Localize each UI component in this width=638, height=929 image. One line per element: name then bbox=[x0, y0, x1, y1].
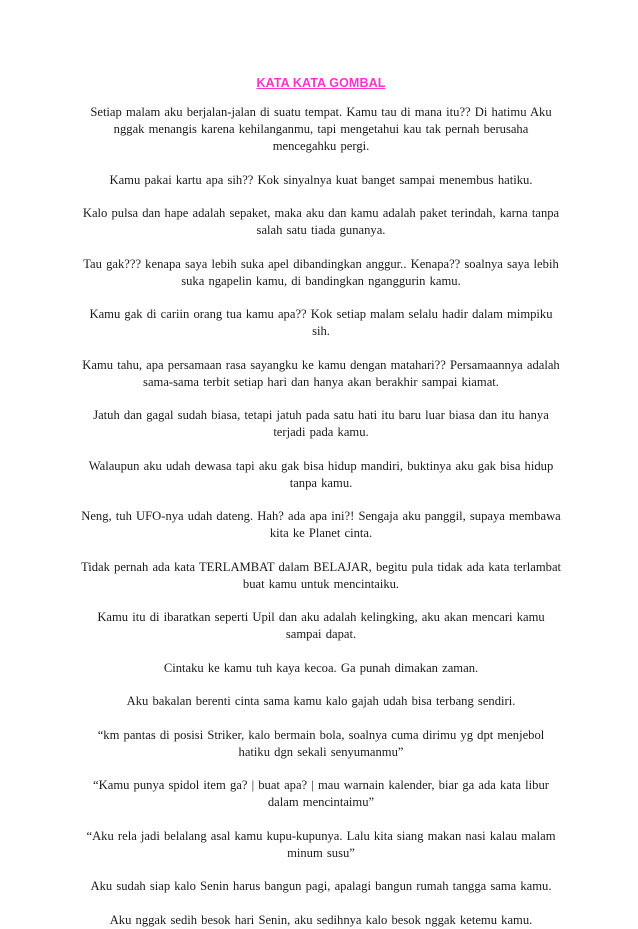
paragraph: Cintaku ke kamu tuh kaya kecoa. Ga punah dimakan zaman. bbox=[163, 660, 479, 675]
paragraph: Walaupun aku udah dewasa tapi aku gak bisa hidup mandiri, buktinya aku gak bisa hidup tanpa kamu. bbox=[88, 458, 554, 490]
paragraph: “km pantas di posisi Striker, kalo bermain bola, soalnya cuma dirimu yg dpt menjebol hatiku dgn sekali senyumanmu” bbox=[97, 727, 545, 759]
paragraph: Aku nggak sedih besok hari Senin, aku sedihnya kalo besok nggak ketemu kamu. bbox=[109, 912, 533, 927]
paragraph-list bbox=[80, 104, 562, 929]
paragraph: Neng, tuh UFO-nya udah dateng. Hah? ada apa ini?! Sengaja aku panggil, supaya membawa kita ke Planet cinta. bbox=[81, 509, 561, 540]
paragraph: Kalo pulsa dan hape adalah sepaket, maka aku dan kamu adalah paket terindah, karna tanpa salah satu tiada gunanya. bbox=[82, 206, 560, 237]
paragraph: Kamu tahu, apa persamaan rasa sayangku ke kamu dengan matahari?? Persamaannya adalah sama-sama terbit setiap hari dan hanya akan berakhir sampai kiamat. bbox=[82, 357, 560, 389]
paragraph: “Kamu punya spidol item ga? | buat apa? | mau warnain kalender, biar ga ada kata libur dalam mencintaimu” bbox=[93, 778, 549, 809]
page-title: KATA KATA GOMBAL bbox=[256, 76, 386, 90]
paragraph: Kamu itu di ibaratkan seperti Upil dan aku adalah kelingking, aku akan mencari kamu sampai dapat. bbox=[97, 610, 545, 641]
paragraph: Kamu pakai kartu apa sih?? Kok sinyalnya kuat banget sampai menembus hatiku. bbox=[109, 172, 533, 187]
paragraph: Aku sudah siap kalo Senin harus bangun pagi, apalagi bangun rumah tangga sama kamu. bbox=[90, 879, 552, 893]
paragraph: Tau gak??? kenapa saya lebih suka apel dibandingkan anggur.. Kenapa?? soalnya saya lebih suka ngapelin kamu, di bandingkan nganggurin kamu. bbox=[83, 256, 559, 288]
paragraph: Tidak pernah ada kata TERLAMBAT dalam BELAJAR, begitu pula tidak ada kata terlambat buat kamu untuk mencintaiku. bbox=[80, 559, 562, 591]
paragraph: Kamu gak di cariin orang tua kamu apa?? Kok setiap malam selalu hadir dalam mimpiku sih. bbox=[89, 307, 553, 338]
paragraph: Setiap malam aku berjalan-jalan di suatu tempat. Kamu tau di mana itu?? Di hatimu Aku nggak menangis karena kehilanganmu, tapi mengetahui kau tak pernah berusaha mencegahku pergi. bbox=[90, 105, 552, 153]
paragraph: “Aku rela jadi belalang asal kamu kupu-kupunya. Lalu kita siang makan nasi kalau malam minum susu” bbox=[86, 828, 556, 860]
paragraph: Jatuh dan gagal sudah biasa, tetapi jatuh pada satu hati itu baru luar biasa dan itu hanya terjadi pada kamu. bbox=[93, 408, 549, 439]
paragraph: Aku bakalan berenti cinta sama kamu kalo gajah udah bisa terbang sendiri. bbox=[126, 694, 516, 708]
